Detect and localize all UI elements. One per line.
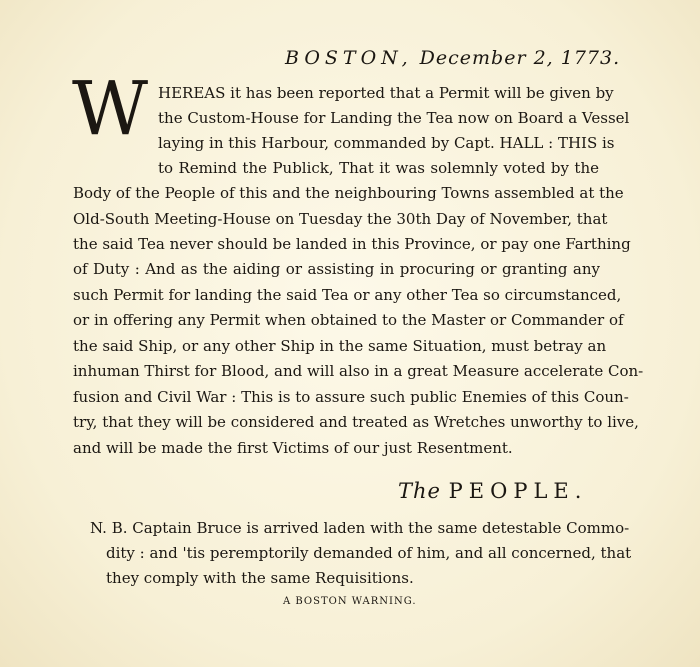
nb-line: dity : and 'tis peremptorily demanded of him, and all concerned, that <box>106 544 632 562</box>
body-line: try, that they will be considered and treated as Wretches unworthy to live, <box>73 413 639 431</box>
body-line: such Permit for landing the said Tea or any other Tea so circumstanced, <box>73 286 622 304</box>
drop-cap: W <box>72 66 149 152</box>
body-line: fusion and Civil War : This is to assure such public Enemies of this Coun- <box>73 388 629 406</box>
dateline-date: December 2, 1773. <box>419 47 621 69</box>
caption: A BOSTON WARNING. <box>283 596 417 607</box>
body-line: or in offering any Permit when obtained to the Master or Commander of <box>73 311 624 329</box>
body-line: of Duty : And as the aiding or assisting in procuring or granting any <box>73 260 600 278</box>
body-line: Body of the People of this and the neighbouring Towns assembled at the <box>73 184 624 202</box>
body-line: the Custom-House for Landing the Tea now on Board a Vessel <box>158 109 630 127</box>
body-line: HEREAS it has been reported that a Permit will be given by <box>158 84 614 102</box>
dateline <box>285 47 620 69</box>
body-line: inhuman Thirst for Blood, and will also in a great Measure accelerate Con- <box>73 362 644 380</box>
signature <box>398 479 587 503</box>
nb-line-last: they comply with the same Requisitions. <box>106 569 414 587</box>
dateline-city: BOSTON, <box>285 47 413 69</box>
body-line: to Remind the Publick, That it was solemnly voted by the <box>158 159 599 177</box>
nb-line: N. B. Captain Bruce is arrived laden with the same detestable Commo- <box>90 519 630 537</box>
body-line: laying in this Harbour, commanded by Capt. HALL : THIS is <box>158 134 615 152</box>
signature-the: The <box>398 479 441 503</box>
body-line: the said Ship, or any other Ship in the same Situation, must betray an <box>73 337 607 355</box>
signature-people: PEOPLE. <box>448 479 588 503</box>
body-line: Old-South Meeting-House on Tuesday the 30th Day of November, that <box>73 210 608 228</box>
body-line-last: and will be made the first Victims of our just Resentment. <box>73 439 513 457</box>
body-line: the said Tea never should be landed in this Province, or pay one Farthing <box>73 235 631 253</box>
